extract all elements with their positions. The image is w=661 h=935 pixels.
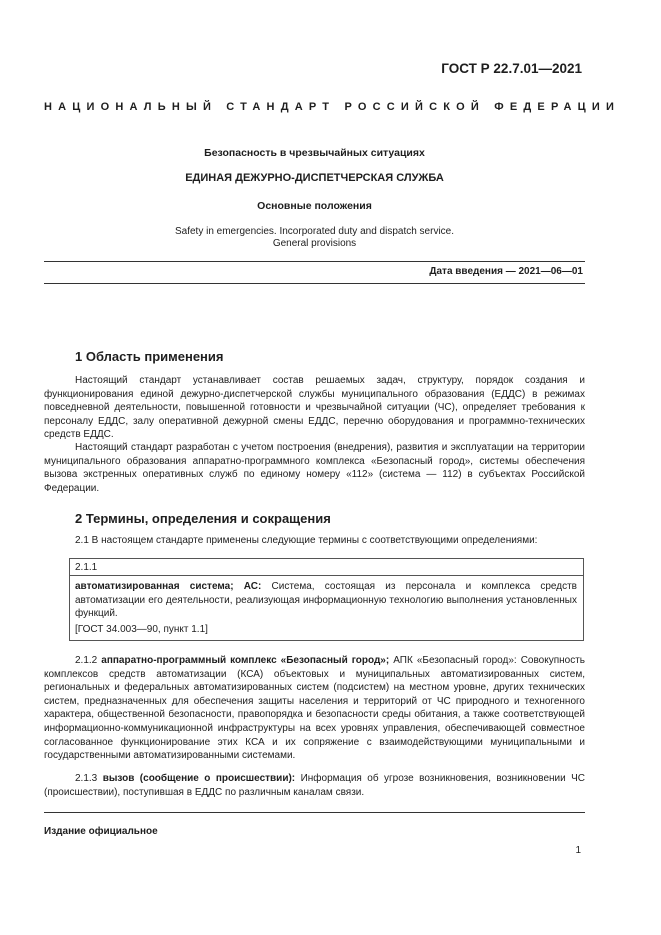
official-edition-label: Издание официальное bbox=[44, 826, 158, 837]
title-line-1: Безопасность в чрезвычайных ситуациях bbox=[204, 147, 425, 159]
term-2-1-1-term: автоматизированная система; bbox=[75, 581, 234, 592]
term-2-1-1-definition-box bbox=[69, 575, 584, 641]
term-2-1-1-definition bbox=[75, 580, 577, 621]
section-1-paragraph-1: Настоящий стандарт устанавливает состав решаемых задач, структуру, порядок создания и функционирования единой дежурно-диспетчерской службы муниципального образования (ЕДДС) в режимах повседневной деятельности, повышенной готовности и чрезвычайной ситуации (ЧС), определяет требования к персоналу ЕДДС, залу оперативной дежурной смены ЕДДС, перечню оборудования и программно-технических средств ЕДДС. bbox=[44, 375, 585, 441]
page-number: 1 bbox=[575, 845, 581, 856]
term-2-1-2-term: аппаратно-программный комплекс «Безопасный город»; bbox=[101, 655, 390, 666]
term-2-1-3 bbox=[44, 772, 585, 799]
term-2-1-3-number: 2.1.3 bbox=[75, 773, 98, 784]
section-2-heading: 2 Термины, определения и сокращения bbox=[75, 511, 331, 526]
term-2-1-2-number: 2.1.2 bbox=[75, 655, 98, 666]
footer-rule bbox=[44, 812, 585, 813]
title-line-2: ЕДИНАЯ ДЕЖУРНО-ДИСПЕТЧЕРСКАЯ СЛУЖБА bbox=[185, 172, 444, 184]
top-rule bbox=[44, 261, 585, 262]
gost-number: ГОСТ Р 22.7.01—2021 bbox=[441, 61, 582, 76]
term-2-1-1-reference: [ГОСТ 34.003—90, пункт 1.1] bbox=[75, 624, 208, 635]
national-standard-banner: НАЦИОНАЛЬНЫЙ СТАНДАРТ РОССИЙСКОЙ ФЕДЕРАЦИИ bbox=[44, 101, 621, 113]
english-title-line-2: General provisions bbox=[272, 238, 357, 249]
term-2-1-3-term: вызов (сообщение о происшествии): bbox=[102, 773, 296, 784]
term-2-1-1-abbr: АС: bbox=[243, 581, 262, 592]
english-title bbox=[44, 226, 585, 250]
term-2-1-1-number-box bbox=[69, 558, 584, 576]
section-2-paragraph-1: 2.1 В настоящем стандарте применены следующие термины с соответствующими определениями: bbox=[75, 535, 538, 546]
section-1-paragraph-2: Настоящий стандарт разработан с учетом построения (внедрения), развития и эксплуатации на территории муниципального образования аппаратно-программного комплекса «Безопасный город», системы обеспечения вызова экстренных оперативных служб по единому номеру «112» (система — 112) в субъектах Российской Федерации. bbox=[44, 442, 585, 494]
term-2-1-3-text: Информация об угрозе возникновения, возникновении ЧС (происшествии), поступившая в ЕДДС по различным каналам связи. bbox=[44, 773, 586, 798]
title-line-3: Основные положения bbox=[257, 200, 372, 212]
term-2-1-1-number: 2.1.1 bbox=[75, 562, 98, 573]
term-2-1-2-text: АПК «Безопасный город»: Совокупность комплексов средств автоматизации (КСА) объектовых и муниципальных автоматизированных систем, региональных и федеральных автоматизированных систем (подсистем) на местном уровне, других технических систем, предназначенных для обеспечения защиты населения и территорий от ЧС природного и техногенного характера, общественной безопасности, правопорядка и безопасности среды обитания, а также соответствующей информационно-коммуникационной инфраструктуры на всех уровнях управления, обеспечивающей совместное согласованное функционирование этих КСА и их сопряжение с взаимодействующими муниципальными и государственными автоматизированными системами. bbox=[44, 655, 586, 762]
term-2-1-2 bbox=[44, 654, 585, 763]
section-1-heading: 1 Область применения bbox=[75, 349, 224, 364]
english-title-line-1: Safety in emergencies. Incorporated duty and dispatch service. bbox=[174, 226, 455, 237]
term-2-1-1-text: Система, состоящая из персонала и комплекса средств автоматизации его деятельности, реализующая информационную технологию выполнения установленных функций. bbox=[75, 581, 577, 620]
date-rule bbox=[44, 283, 585, 284]
date-of-introduction: Дата введения — 2021—06—01 bbox=[429, 266, 583, 277]
